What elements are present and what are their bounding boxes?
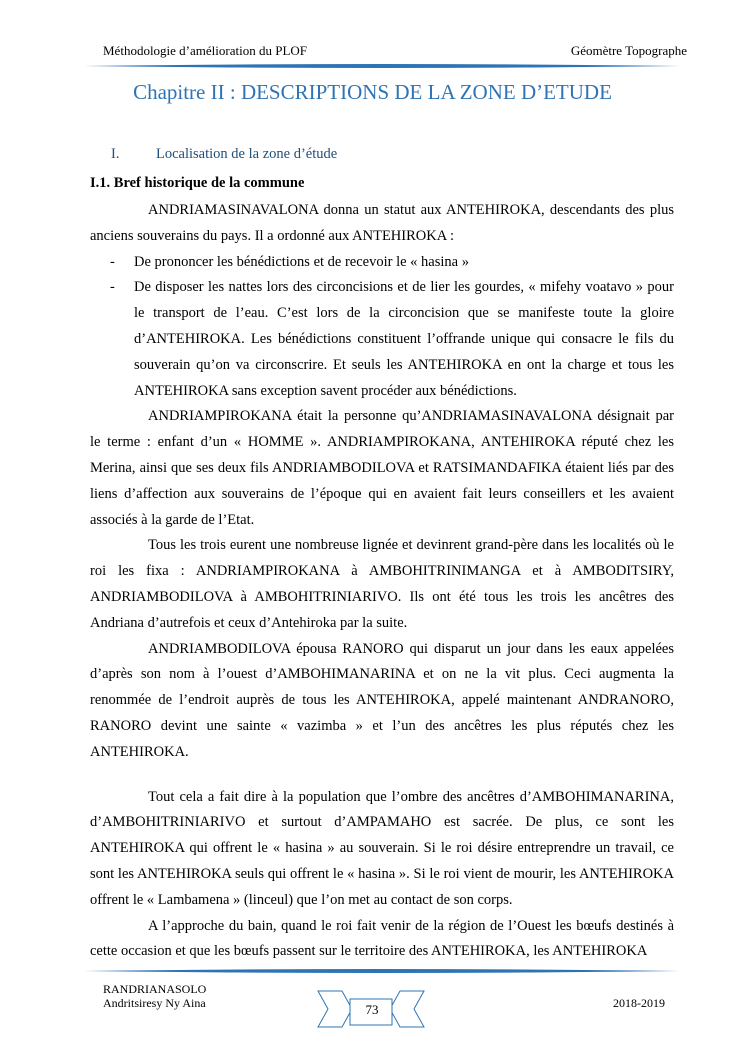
chapter-title: Chapitre II : DESCRIPTIONS DE LA ZONE D’ETUDE [133,80,612,104]
body-text-upper [90,198,674,965]
paragraph: ANDRIAMBODILOVA épousa RANORO qui disparut un jour dans les eaux appelées d’après son nom à l’ouest d’AMBOHIMANARINA et on ne la vit plus. Ceci augmenta la renommée de l’endroit auprès de tous les ANTEHIROKA, appelé maintenant ANDRANORO, RANORO devint une sainte « vazimba » et l’un des ancêtres les plus réputés chez les ANTEHIROKA. [90,640,674,760]
paragraph: ANDRIAMPIROKANA était la personne qu’ANDRIAMASINAVALONA désignait par le terme : enfant d’un « HOMME ». ANDRIAMPIROKANA, ANTEHIROKA réputé chez les Merina, ainsi que ses deux fils ANDRIAMBODILOVA et RATSIMANDAFIKA étaient liés par des liens d’affection aux souverains de l’époque qui en avaient fait leurs conseillers et les avaient associés à la garde de l’Etat. [90,408,674,528]
bullet-list [90,250,674,405]
section-title: Localisation de la zone d’étude [156,146,338,162]
list-item: - De prononcer les bénédictions et de recevoir le « hasina » [110,253,469,270]
footer-rule [84,968,680,974]
footer-year: 2018-2019 [613,996,665,1010]
header-rule [84,63,680,69]
list-item: - De disposer les nattes lors des circoncisions et de lier les gourdes, « mifehy voatavo » pour le transport de l’eau. C’est lors de la circoncision que se manifeste toute la gloire d’ANTEHIROKA. Les bénédictions constituent l’offrande unique qui consacre le fils du souverain qu’on va circonscrire. Et seuls les ANTEHIROKA en ont la charge et tous les ANTEHIROKA sans exception savent procéder aux bénédictions. [110,279,674,399]
footer-author-firstname: Andritsiresy Ny Aina [103,996,206,1010]
subsection-heading: I.1. Bref historique de la commune [90,175,305,191]
footer-author-surname: RANDRIANASOLO [103,982,207,996]
section-heading [111,146,337,163]
page-number: 73 [365,1002,379,1017]
paragraph: ANDRIAMASINAVALONA donna un statut aux ANTEHIROKA, descendants des plus anciens souverains du pays. Il a ordonné aux ANTEHIROKA : [90,202,674,244]
header-document-title: Méthodologie d’amélioration du PLOF [103,43,308,58]
section-number: I. [111,146,120,162]
header-discipline: Géomètre Topographe [570,43,687,58]
paragraph: A l’approche du bain, quand le roi fait venir de la région de l’Ouest les bœufs destinés à cette occasion et que les bœufs passent sur le territoire des ANTEHIROKA, les ANTEHIROKA [90,917,674,960]
paragraph: Tous les trois eurent une nombreuse lignée et devinrent grand-père dans les localités où le roi les fixa : ANDRIAMPIROKANA à AMBOHITRINIMANGA et à AMBODITSIRY, ANDRIAMBODILOVA à AMBOHITRINIARIVO. Ils ont été tous les trois les ancêtres des Andriana d’autrefois et ceux d’Antehiroka par la suite. [90,537,674,631]
paragraph: Tout cela a fait dire à la population que l’ombre des ancêtres d’AMBOHIMANARINA, d’AMBOHITRINIARIVO et surtout d’AMPAMAHO est sacrée. De plus, ce sont les ANTEHIROKA qui offrent le « hasina » au souverain. Si le roi désire entreprendre un travail, ce sont les ANTEHIROKA seuls qui offrent le « hasina ». Si le roi vient de mourir, les ANTEHIROKA offrent le « Lambamena » (linceul) que l’on met au contact de son corps. [90,788,674,908]
